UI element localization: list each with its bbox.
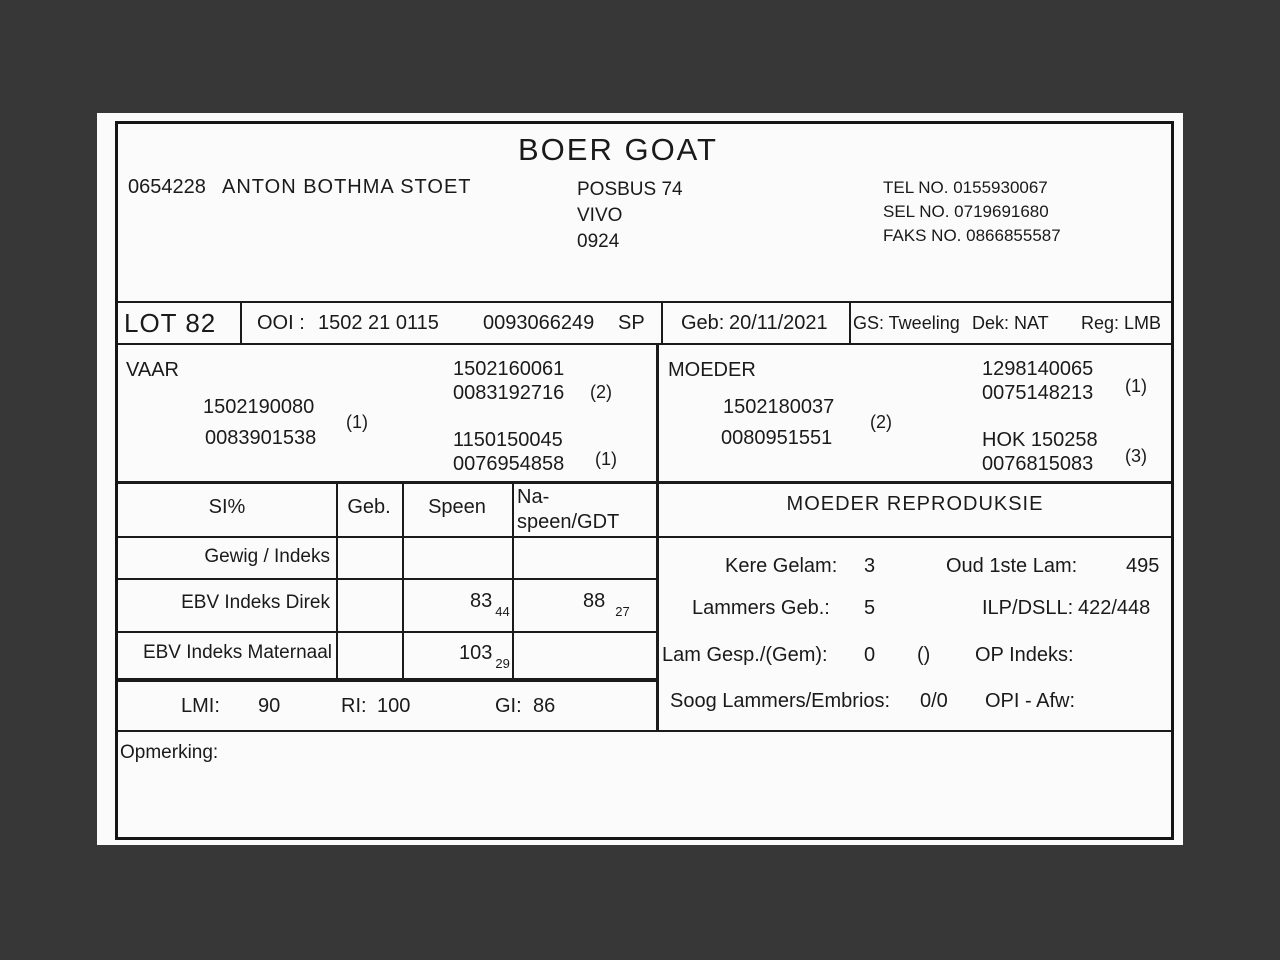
- address-line-1: POSBUS 74: [577, 179, 683, 200]
- si-direk-naspeen-accuracy: 27: [615, 604, 630, 619]
- ooi-suffix: SP: [618, 312, 645, 334]
- lot-row-top-line: [118, 301, 1171, 303]
- catalog-card: [115, 121, 1174, 840]
- lot-number: LOT 82: [124, 308, 217, 338]
- moeder-gdam-id1: HOK 150258: [982, 429, 1098, 451]
- fax-number: FAKS NO. 0866855587: [883, 226, 1061, 245]
- reg-value: Reg: LMB: [1081, 313, 1162, 333]
- opi-afw-label: OPI - Afw:: [985, 690, 1076, 712]
- si-direk-naspeen-value: [583, 590, 630, 619]
- soog-lammers-value: 0/0: [920, 690, 948, 712]
- moeder-main-note: (2): [870, 412, 892, 432]
- vaar-main-note: (1): [346, 412, 368, 432]
- si-row-line-2: [118, 578, 656, 580]
- lot-row-bottom-line: [118, 343, 1171, 345]
- si-row-label-gewig: Gewig / Indeks: [204, 546, 330, 567]
- si-col-divider-3: [512, 481, 514, 682]
- vaar-gsire-id2: 0083192716: [453, 382, 565, 404]
- vaar-gdam-id1: 1150150045: [453, 429, 563, 451]
- si-direk-naspeen-main: 88: [583, 590, 606, 612]
- si-row-label-direk: EBV Indeks Direk: [181, 592, 330, 613]
- lammers-geb-value: 5: [864, 597, 876, 619]
- si-header-speen: Speen: [428, 496, 486, 518]
- ilp-dsll-label: ILP/DSLL:: [982, 597, 1074, 619]
- lammers-geb-label: Lammers Geb.:: [692, 597, 830, 619]
- si-direk-speen-value: [470, 590, 510, 619]
- ooi-reg: 0093066249: [483, 312, 595, 334]
- contact-block: [883, 176, 1061, 248]
- stud-name: ANTON BOTHMA STOET: [222, 176, 472, 198]
- moeder-gsire-note: (1): [1125, 376, 1147, 396]
- vaar-gsire-id1: 1502160061: [453, 358, 565, 380]
- geb-cell-divider: [849, 301, 851, 345]
- geb-label: Geb:: [681, 312, 725, 334]
- lam-gesp-paren: (): [917, 644, 931, 666]
- vaar-gdam-note: (1): [595, 449, 617, 469]
- gi-label: GI:: [495, 695, 522, 717]
- page-title: BOER GOAT: [517, 132, 718, 167]
- lot-cell-divider: [240, 301, 242, 345]
- vaar-label: VAAR: [126, 359, 179, 381]
- address-block: [577, 177, 683, 255]
- ooi-id: 1502 21 0115: [318, 312, 439, 334]
- si-maternaal-speen-value: [459, 642, 510, 671]
- member-number: 0654228: [128, 176, 206, 198]
- reproduksie-title: MOEDER REPRODUKSIE: [786, 493, 1044, 515]
- tel-number: TEL NO. 0155930067: [883, 178, 1048, 197]
- vaar-main-id2: 0083901538: [205, 427, 317, 449]
- lam-gesp-label: Lam Gesp./(Gem):: [662, 644, 828, 666]
- gi-value: 86: [533, 695, 556, 717]
- oud-1ste-lam-value: 495: [1126, 555, 1160, 577]
- ooi-label: OOI :: [257, 312, 305, 334]
- moeder-gsire-id2: 0075148213: [982, 382, 1094, 404]
- bottom-row-line: [118, 730, 1171, 732]
- si-header-si: SI%: [208, 496, 246, 518]
- kere-gelam-value: 3: [864, 555, 876, 577]
- si-maternaal-speen-accuracy: 29: [495, 656, 510, 671]
- si-row-label-maternaal: EBV Indeks Maternaal: [142, 642, 332, 663]
- vaar-gdam-id2: 0076954858: [453, 453, 565, 475]
- oud-1ste-lam-label: Oud 1ste Lam:: [946, 555, 1078, 577]
- lmi-label: LMI:: [181, 695, 220, 717]
- opmerking-label: Opmerking:: [120, 742, 219, 763]
- si-header-naspeen: Na-speen/GDT: [517, 486, 620, 533]
- si-direk-speen-main: 83: [470, 590, 493, 612]
- si-table-bottom-line: [118, 678, 656, 682]
- reproduksie-header-line: [659, 536, 1171, 538]
- vaar-gsire-note: (2): [590, 382, 612, 402]
- address-line-2: VIVO: [577, 205, 623, 226]
- si-row-line-1: [118, 536, 656, 538]
- cell-number: SEL NO. 0719691680: [883, 202, 1049, 221]
- op-indeks-label: OP Indeks:: [975, 644, 1074, 666]
- moeder-label: MOEDER: [668, 359, 756, 381]
- gs-value: GS: Tweeling: [853, 313, 960, 333]
- moeder-main-id1: 1502180037: [723, 396, 835, 418]
- moeder-main-id2: 0080951551: [721, 427, 833, 449]
- geb-date: 20/11/2021: [729, 312, 828, 334]
- si-direk-speen-accuracy: 44: [495, 604, 510, 619]
- parents-bottom-line: [118, 481, 1171, 484]
- ri-value: 100: [377, 695, 411, 717]
- vaar-main-id1: 1502190080: [203, 396, 315, 418]
- document-page: [97, 113, 1183, 845]
- ri-label: RI:: [341, 695, 367, 717]
- lam-gesp-value: 0: [864, 644, 876, 666]
- moeder-gdam-id2: 0076815083: [982, 453, 1094, 475]
- ooi-cell-divider: [661, 301, 663, 345]
- moeder-gsire-id1: 1298140065: [982, 358, 1094, 380]
- kere-gelam-label: Kere Gelam:: [725, 555, 838, 577]
- soog-lammers-label: Soog Lammers/Embrios:: [670, 690, 891, 712]
- ilp-dsll-value: 422/448: [1078, 597, 1151, 619]
- si-row-line-3: [118, 631, 656, 633]
- address-line-3: 0924: [577, 231, 620, 252]
- dek-value: Dek: NAT: [972, 313, 1049, 333]
- si-header-geb: Geb.: [347, 496, 391, 518]
- lmi-value: 90: [258, 695, 281, 717]
- si-maternaal-speen-main: 103: [459, 642, 493, 664]
- moeder-gdam-note: (3): [1125, 446, 1147, 466]
